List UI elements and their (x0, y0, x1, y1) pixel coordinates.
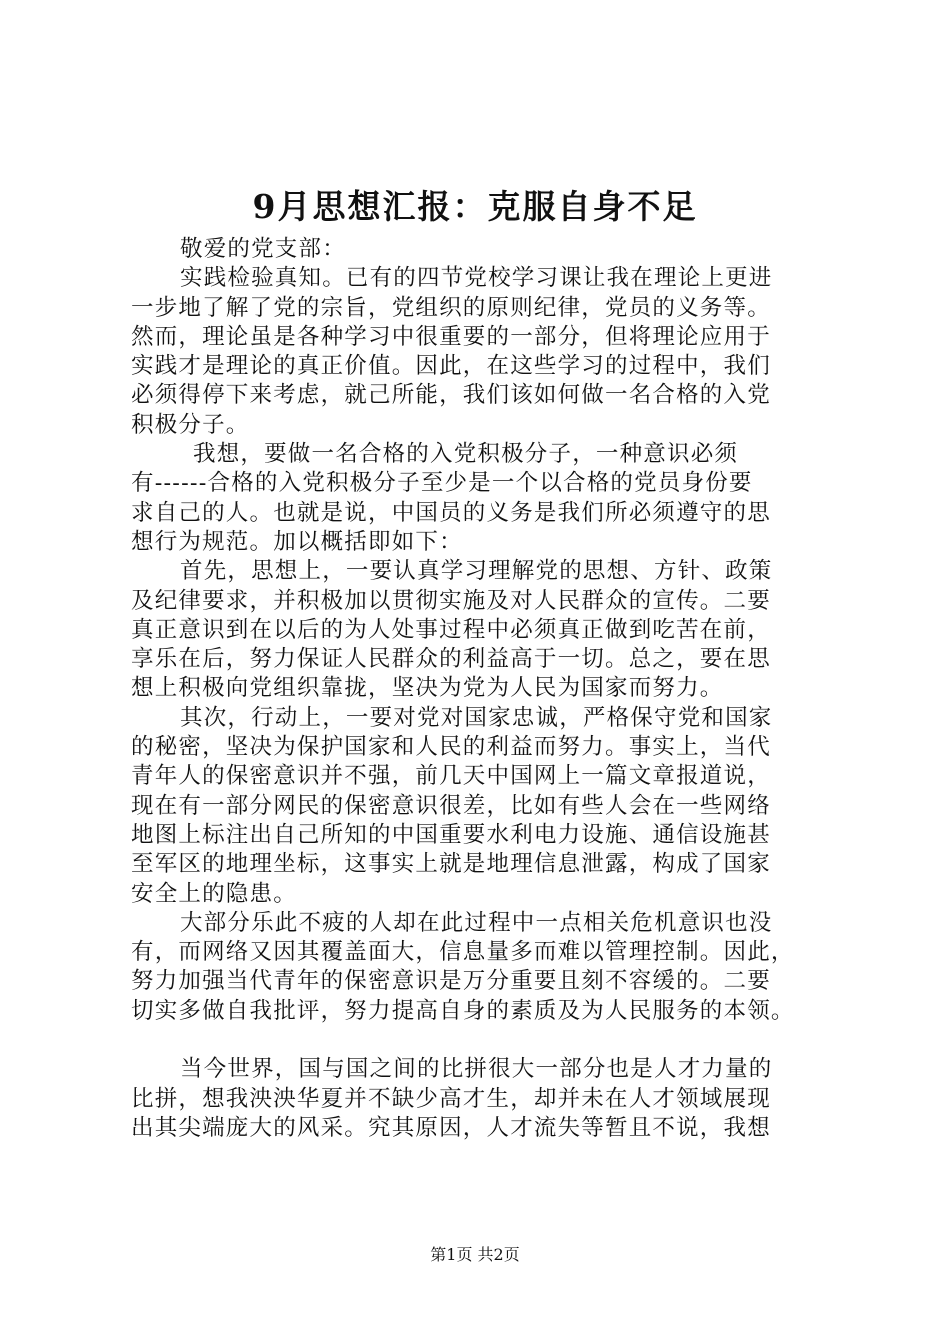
body-line: 想上积极向党组织靠拢，坚决为党为人民为国家而努力。 (131, 675, 724, 702)
body-line: 当今世界，国与国之间的比拼很大一部分也是人才力量的 (180, 1056, 773, 1083)
body-line: 有，而网络又因其覆盖面大，信息量多而难以管理控制。因此， (131, 939, 795, 966)
body-line: 的秘密，坚决为保护国家和人民的利益而努力。事实上，当代 (131, 734, 771, 761)
body-line: 享乐在后，努力保证人民群众的利益高于一切。总之，要在思 (131, 646, 771, 673)
body-line: 地图上标注出自己所知的中国重要水利电力设施、通信设施甚 (131, 821, 771, 848)
page-footer (0, 1244, 950, 1266)
body-line: 切实多做自我批评，努力提高自身的素质及为人民服务的本领。 (131, 997, 795, 1024)
body-line: 有------合格的入党积极分子至少是一个以合格的党员身份要 (131, 470, 753, 497)
body-line: 出其尖端庞大的风采。究其原因，人才流失等暂且不说，我想 (131, 1114, 771, 1141)
salutation-line: 敬爱的党支部： (180, 236, 346, 262)
body-line: 大部分乐此不疲的人却在此过程中一点相关危机意识也没 (180, 909, 773, 936)
body-line: 求自己的人。也就是说，中国员的义务是我们所必须遵守的思 (131, 499, 771, 526)
body-line: 现在有一部分网民的保密意识很差，比如有些人会在一些网络 (131, 792, 771, 819)
body-line: 努力加强当代青年的保密意识是万分重要且刻不容缓的。二要 (131, 968, 771, 995)
body-line: 必须得停下来考虑，就己所能，我们该如何做一名合格的入党 (131, 382, 771, 409)
body-line: 真正意识到在以后的为人处事过程中必须真正做到吃苦在前， (131, 616, 771, 643)
body-line: 至军区的地理坐标，这事实上就是地理信息泄露，构成了国家 (131, 851, 771, 878)
body-line: 一步地了解了党的宗旨，党组织的原则纪律，党员的义务等。 (131, 294, 771, 321)
body-line: 安全上的隐患。 (131, 880, 297, 907)
body-line: 及纪律要求，并积极加以贯彻实施及对人民群众的宣传。二要 (131, 587, 771, 614)
body-line: 青年人的保密意识并不强，前几天中国网上一篇文章报道说， (131, 763, 771, 790)
body-line: 我想，要做一名合格的入党积极分子，一种意识必须 (193, 441, 739, 468)
body-line: 然而，理论虽是各种学习中很重要的一部分，但将理论应用于 (131, 323, 771, 350)
body-line: 首先，思想上，一要认真学习理解党的思想、方针、政策 (180, 558, 773, 585)
body-line: 其次，行动上，一要对党对国家忠诚，严格保守党和国家 (180, 704, 773, 731)
blank-line (131, 1026, 831, 1055)
body-line: 积极分子。 (131, 411, 250, 438)
document-title: 9月思想汇报：克服自身不足 (252, 187, 698, 226)
page-number: 第1页 共2页 (430, 1245, 520, 1264)
body-line: 想行为规范。加以概括即如下： (131, 528, 463, 555)
body-line: 比拼，想我泱泱华夏并不缺少高才生，却并未在人才领域展现 (131, 1085, 771, 1112)
body-line: 实践检验真知。已有的四节党校学习课让我在理论上更进 (180, 265, 773, 292)
body-line: 实践才是理论的真正价值。因此，在这些学习的过程中，我们 (131, 353, 771, 380)
document-body (131, 235, 831, 1143)
